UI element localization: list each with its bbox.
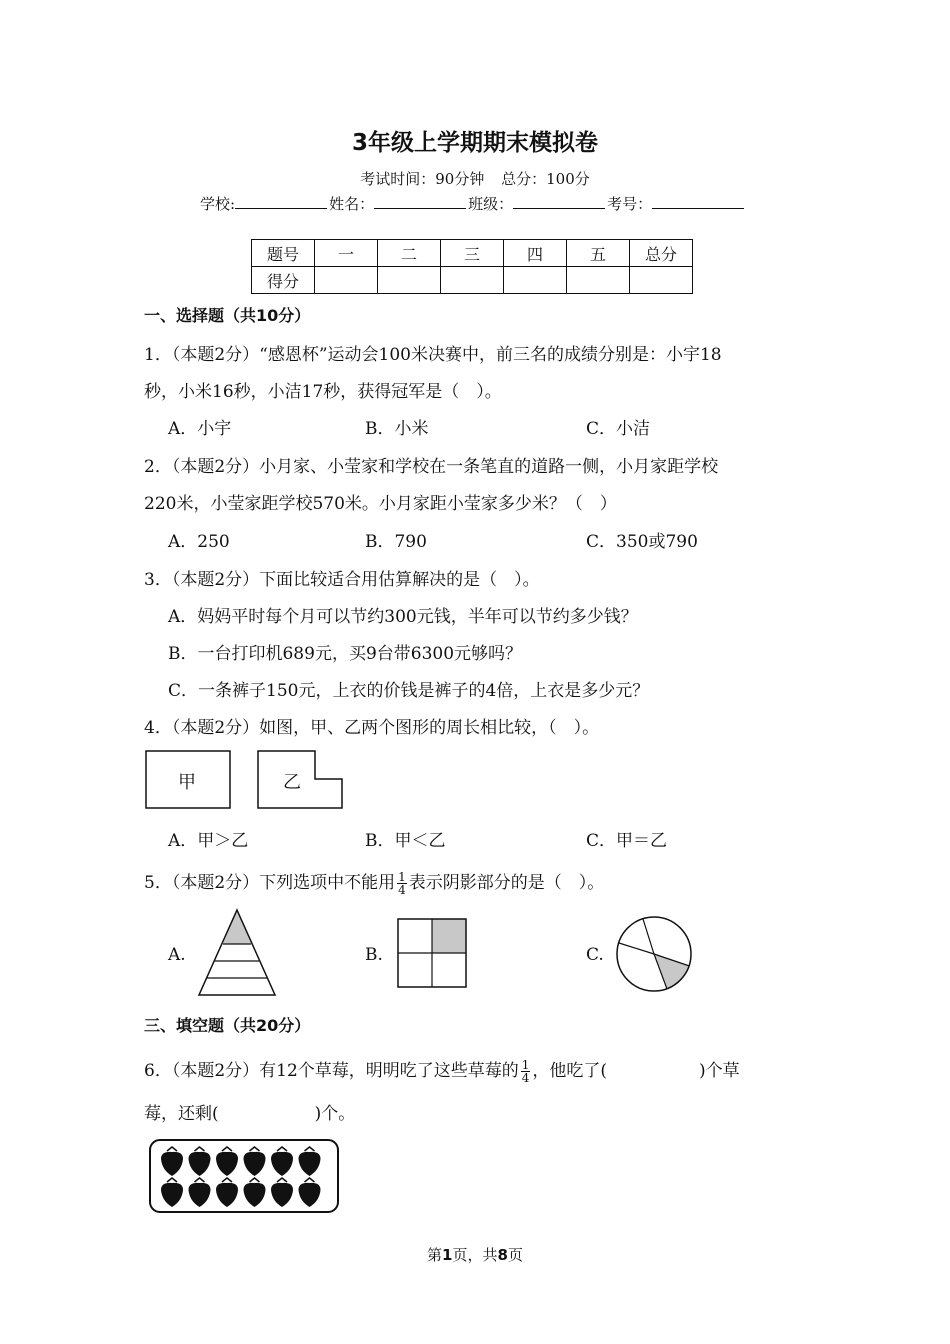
q4-line1: 4．（本题2分）如图，甲、乙两个图形的周长相比较，（ ）。 bbox=[144, 718, 600, 738]
score-cell[interactable] bbox=[315, 267, 378, 294]
strawberry-icon bbox=[161, 1178, 183, 1207]
fraction-numerator: 1 bbox=[521, 1058, 530, 1072]
strawberry-icon bbox=[299, 1178, 321, 1207]
section-1-title: 一、选择题（共10分） bbox=[144, 306, 311, 325]
q6-line2 bbox=[144, 1099, 355, 1124]
exam-time: 考试时间：90分钟 bbox=[360, 170, 485, 188]
section-3-title: 三、填空题（共20分） bbox=[144, 1016, 311, 1035]
q1-option-c[interactable]: C．小洁 bbox=[586, 419, 651, 439]
q1-option-b[interactable]: B．小米 bbox=[365, 419, 429, 439]
school-blank[interactable] bbox=[235, 194, 327, 209]
score-cell[interactable] bbox=[441, 267, 504, 294]
q6-line2-post: )个。 bbox=[314, 1104, 356, 1124]
footer-page: 1 bbox=[442, 1246, 453, 1264]
footer-post: 页 bbox=[507, 1246, 523, 1264]
q5-option-c[interactable]: C. bbox=[586, 945, 604, 965]
q6-text-post: )个草 bbox=[699, 1061, 740, 1081]
fraction bbox=[521, 1059, 531, 1084]
strawberry-icon bbox=[271, 1147, 293, 1176]
fraction-denominator: 4 bbox=[521, 1071, 530, 1085]
shape-yi-label: 乙 bbox=[283, 772, 301, 793]
score-header-cell: 四 bbox=[504, 240, 567, 267]
q1-option-a[interactable]: A．小宇 bbox=[168, 419, 232, 439]
q5-line1 bbox=[144, 868, 604, 896]
score-header-cell: 三 bbox=[441, 240, 504, 267]
q5-text-post: 表示阴影部分的是（ ）。 bbox=[408, 873, 605, 893]
q6-text-pre: 6．（本题2分）有12个草莓，明明吃了这些草莓的 bbox=[144, 1061, 519, 1081]
score-value-row bbox=[252, 267, 693, 294]
score-header-row bbox=[252, 240, 693, 267]
fraction-denominator: 4 bbox=[398, 883, 406, 897]
class-blank[interactable] bbox=[513, 194, 605, 209]
exam-total: 总分：100分 bbox=[501, 170, 590, 188]
strawberry-icon bbox=[299, 1147, 321, 1176]
score-table bbox=[251, 239, 693, 294]
q6-line1 bbox=[144, 1056, 740, 1084]
square-figure bbox=[398, 919, 466, 987]
score-header-cell: 题号 bbox=[252, 240, 315, 267]
triangle-figure bbox=[199, 910, 275, 995]
q2-option-b[interactable]: B．790 bbox=[365, 532, 427, 552]
footer-pre: 第 bbox=[427, 1246, 443, 1264]
fraction-numerator: 1 bbox=[398, 870, 406, 884]
q4-option-b[interactable]: B．甲＜乙 bbox=[365, 831, 446, 851]
score-header-cell: 一 bbox=[315, 240, 378, 267]
page-footer bbox=[0, 1244, 950, 1265]
strawberry-box-border bbox=[150, 1140, 338, 1212]
score-cell[interactable] bbox=[504, 267, 567, 294]
id-label: 考号： bbox=[607, 195, 653, 213]
score-header-cell: 五 bbox=[567, 240, 630, 267]
q1-line2: 秒，小米16秒，小洁17秒，获得冠军是（ ）。 bbox=[144, 382, 502, 402]
id-blank[interactable] bbox=[652, 194, 744, 209]
circle-line bbox=[619, 943, 654, 954]
q3-line1: 3．（本题2分）下面比较适合用估算解决的是（ ）。 bbox=[144, 570, 540, 590]
score-cell[interactable] bbox=[567, 267, 630, 294]
circle-line bbox=[643, 919, 654, 954]
q5-option-a[interactable]: A. bbox=[168, 945, 186, 965]
page-title: 3年级上学期期末模拟卷 bbox=[351, 130, 598, 156]
strawberry-icon bbox=[189, 1147, 211, 1176]
class-label: 班级： bbox=[468, 195, 514, 213]
strawberry-group bbox=[161, 1147, 321, 1207]
q3-option-b[interactable]: B．一台打印机689元，买9台带6300元够吗？ bbox=[168, 644, 523, 664]
circle-figure bbox=[617, 917, 691, 991]
strawberry-icon bbox=[189, 1178, 211, 1207]
square-shaded-part bbox=[432, 919, 466, 953]
strawberry-icon bbox=[216, 1147, 238, 1176]
circle-line bbox=[654, 954, 690, 966]
strawberry-icon bbox=[216, 1178, 238, 1207]
school-label: 学校: bbox=[200, 195, 236, 213]
fraction bbox=[397, 871, 407, 896]
q1-line1: 1．（本题2分）“感恩杯”运动会100米决赛中，前三名的成绩分别是：小宇18 bbox=[144, 345, 722, 365]
name-blank[interactable] bbox=[374, 194, 466, 209]
score-header-cell: 总分 bbox=[630, 240, 693, 267]
circle-shaded-part bbox=[654, 954, 690, 989]
student-info bbox=[200, 193, 746, 214]
triangle-shaded-part bbox=[223, 910, 251, 944]
footer-mid: 页，共 bbox=[452, 1246, 498, 1264]
exam-meta bbox=[0, 168, 950, 189]
shape-jia-label: 甲 bbox=[178, 772, 196, 793]
q6-line2-pre: 莓，还剩( bbox=[144, 1104, 219, 1124]
strawberry-icon bbox=[271, 1178, 293, 1207]
q3-option-a[interactable]: A．妈妈平时每个月可以节约300元钱，半年可以节约多少钱？ bbox=[168, 607, 638, 627]
score-cell[interactable] bbox=[378, 267, 441, 294]
circle-line bbox=[654, 954, 667, 989]
name-label: 姓名： bbox=[329, 195, 375, 213]
strawberry-icon bbox=[244, 1147, 266, 1176]
q2-option-a[interactable]: A．250 bbox=[168, 532, 230, 552]
q3-option-c[interactable]: C．一条裤子150元，上衣的价钱是裤子的4倍，上衣是多少元？ bbox=[168, 681, 650, 701]
strawberry-icon bbox=[244, 1178, 266, 1207]
q4-option-c[interactable]: C．甲＝乙 bbox=[586, 831, 668, 851]
q6-text-mid: ，他吃了( bbox=[532, 1061, 608, 1081]
q4-option-a[interactable]: A．甲＞乙 bbox=[168, 831, 249, 851]
q2-option-c[interactable]: C．350或790 bbox=[586, 532, 698, 552]
score-cell[interactable] bbox=[630, 267, 693, 294]
strawberry-icon bbox=[161, 1147, 183, 1176]
footer-total: 8 bbox=[497, 1246, 508, 1264]
score-header-cell: 二 bbox=[378, 240, 441, 267]
score-row-label: 得分 bbox=[252, 267, 315, 294]
q5-text-pre: 5．（本题2分）下列选项中不能用 bbox=[144, 873, 396, 893]
q5-option-b[interactable]: B. bbox=[365, 945, 383, 965]
q2-line2: 220米，小莹家距学校570米。小月家距小莹家多少米？（ ） bbox=[144, 494, 617, 514]
q2-line1: 2．（本题2分）小月家、小莹家和学校在一条笔直的道路一侧，小月家距学校 bbox=[144, 457, 719, 477]
